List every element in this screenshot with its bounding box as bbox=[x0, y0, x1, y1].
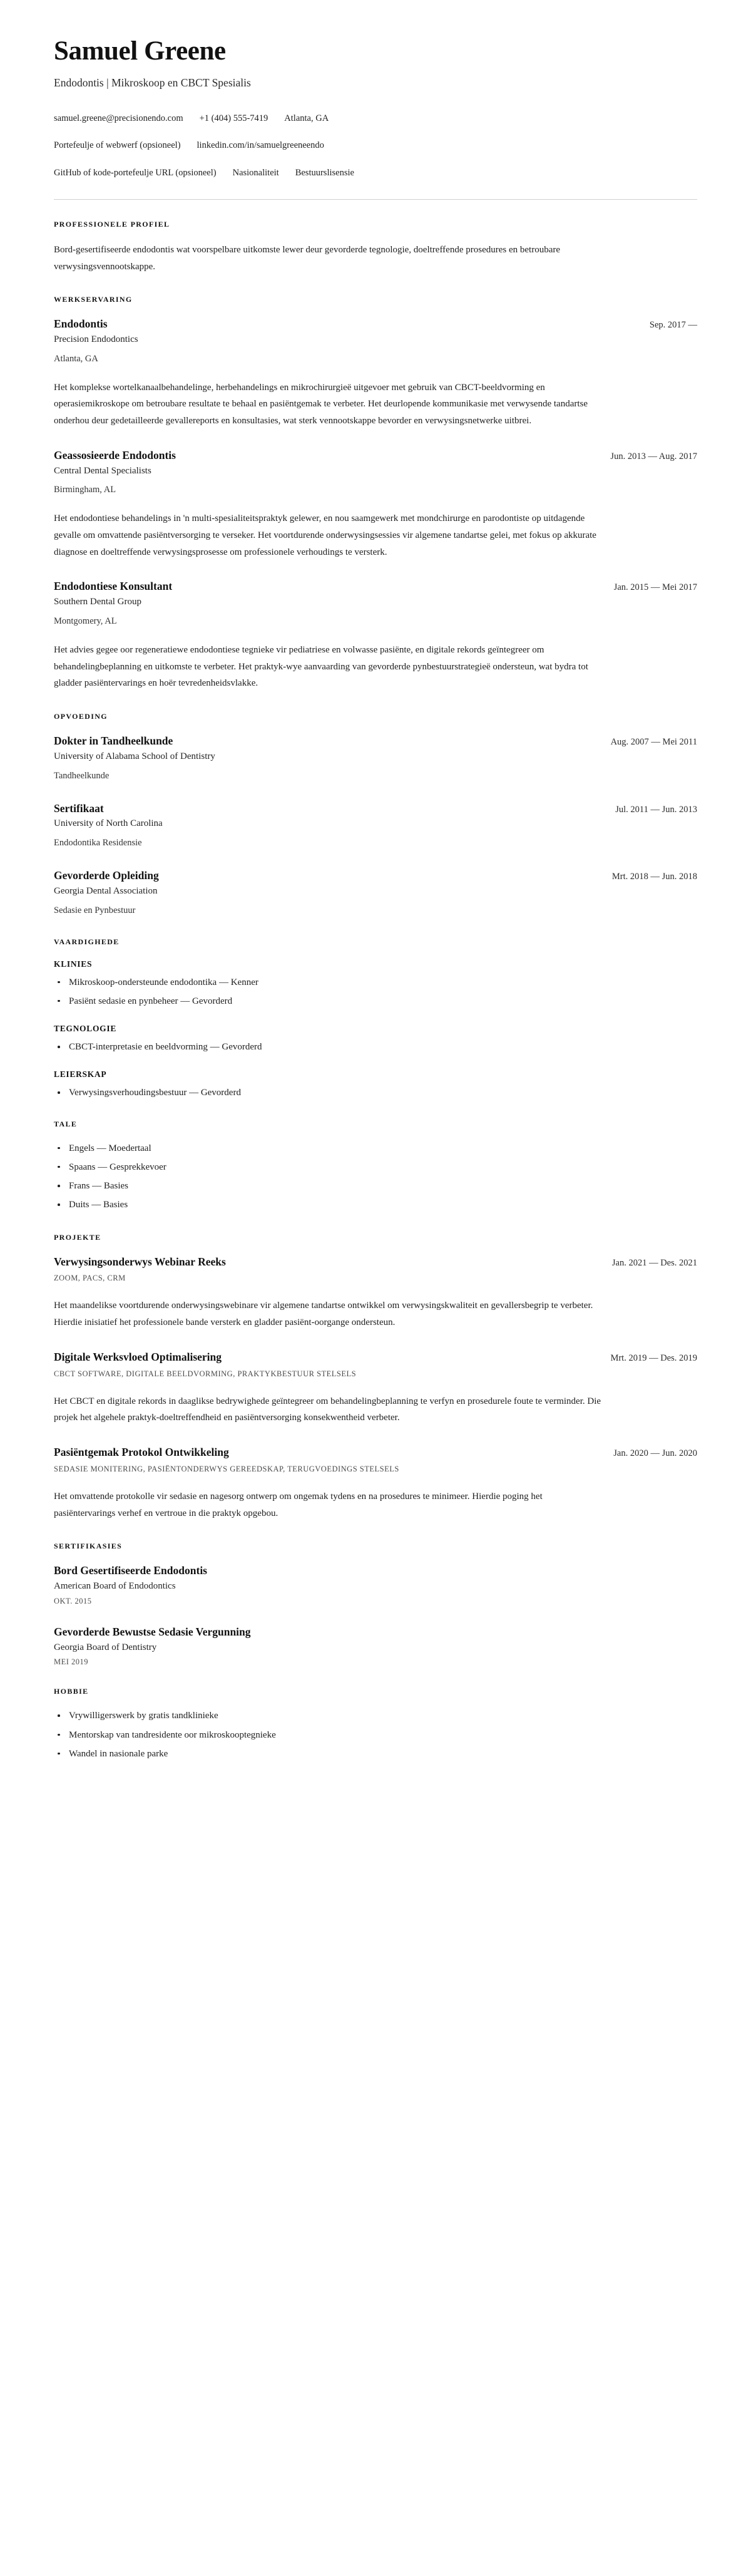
project-description: Het maandelikse voortdurende onderwysingswebinare vir algemene tandartse ontwikkel om verwysingskwaliteit en gevallersbegrip te verbeter. Hierdie inisiatief het professionele bande versterk en gladder pasiënt-oorgange ondersteun. bbox=[54, 1301, 593, 1328]
entry-header bbox=[54, 448, 697, 463]
profile-text: Bord-gesertifiseerde endodontis wat voorspelbare uitkomste lewer deur gevorderde tegnologie, doeltreffende prosedures en betroubare verwysingsvennootskappe. bbox=[54, 244, 561, 272]
skill-item: CBCT-interpretasie en beeldvorming — Gevorderd bbox=[54, 1040, 697, 1054]
entry-header bbox=[54, 734, 697, 748]
contact-item: Nasionaliteit bbox=[232, 168, 279, 178]
skill-bullet-list bbox=[54, 1040, 697, 1054]
job-date: Jan. 2015 — Mei 2017 bbox=[613, 582, 697, 593]
projects-list bbox=[54, 1255, 697, 1522]
entry-header bbox=[54, 801, 697, 816]
skill-group-title: KLINIES bbox=[54, 959, 93, 969]
degree-title: Gevorderde Opleiding bbox=[54, 869, 159, 882]
section-languages bbox=[54, 1120, 697, 1213]
experience-entry bbox=[54, 317, 697, 430]
contact-row bbox=[54, 139, 697, 153]
certification-issuer: American Board of Endodontics bbox=[54, 1581, 176, 1592]
project-tech: SEDASIE MONITERING, PASIËNTONDERWYS GEREEDSKAP, TERUGVOEDINGS STELSELS bbox=[54, 1464, 399, 1473]
skill-bullet-list bbox=[54, 1086, 697, 1100]
skill-group bbox=[54, 959, 697, 1009]
job-company: Central Dental Specialists bbox=[54, 465, 151, 476]
contact-block bbox=[54, 112, 697, 180]
entry-header bbox=[54, 317, 697, 331]
section-title-hobbies: HOBBIE bbox=[54, 1687, 89, 1696]
skill-group bbox=[54, 1024, 697, 1054]
skill-group-title: TEGNOLOGIE bbox=[54, 1024, 117, 1034]
school-name: University of Alabama School of Dentistry bbox=[54, 751, 215, 761]
field-of-study: Sedasie en Pynbestuur bbox=[54, 905, 136, 915]
job-date: Sep. 2017 — bbox=[649, 320, 697, 331]
job-title: Geassosieerde Endodontis bbox=[54, 448, 176, 461]
school-name: University of North Carolina bbox=[54, 818, 163, 829]
project-description: Het CBCT en digitale rekords in daaglikse bedrywighede geïntegreer om behandelingbeplanning te verfyn en prosedurele foute te verminder. Die projek het algehele praktyk-doeltreffendheid en pasiëntversorging konsekwentheid verbeter. bbox=[54, 1396, 601, 1423]
header-divider bbox=[54, 199, 697, 200]
project-title: Pasiëntgemak Protokol Ontwikkeling bbox=[54, 1446, 229, 1459]
certification-date: OKT. 2015 bbox=[54, 1596, 92, 1605]
education-entry bbox=[54, 734, 697, 783]
candidate-name: Samuel Greene bbox=[54, 36, 226, 66]
skill-bullet-list bbox=[54, 976, 697, 1009]
skill-item: Mikroskoop-ondersteunde endodontika — Kenner bbox=[54, 976, 697, 990]
contact-item: Portefeulje of webwerf (opsioneel) bbox=[54, 140, 181, 151]
contact-item: +1 (404) 555-7419 bbox=[199, 113, 268, 123]
job-location: Montgomery, AL bbox=[54, 616, 117, 626]
certifications-list bbox=[54, 1564, 697, 1667]
section-title-profile: PROFESSIONELE PROFIEL bbox=[54, 219, 170, 229]
language-item: Duits — Basies bbox=[54, 1198, 697, 1212]
section-title-education: OPVOEDING bbox=[54, 712, 108, 721]
field-of-study: Tandheelkunde bbox=[54, 770, 110, 781]
certification-date: MEI 2019 bbox=[54, 1657, 89, 1667]
project-date: Jan. 2021 — Des. 2021 bbox=[611, 1257, 697, 1268]
section-projects bbox=[54, 1233, 697, 1522]
job-description: Het advies gegee oor regeneratiewe endodontiese tegnieke vir pediatriese en volwasse pasiënte, en digitale rekords geïntegreer om behandelingbeplanning en uitkomste te verbeter. Het praktyk-wye aanvaarding van gevorderde pynbestuurstrategieë ondersteun, wat bydra tot gladder pasiëntervarings en hoër tevredenheidsvlakke. bbox=[54, 644, 588, 689]
degree-title: Sertifikaat bbox=[54, 801, 104, 815]
section-title-skills: VAARDIGHEDE bbox=[54, 937, 120, 946]
certification-name: Gevorderde Bewustse Sedasie Vergunning bbox=[54, 1625, 251, 1638]
entry-header bbox=[54, 1255, 697, 1269]
job-description: Het komplekse wortelkanaalbehandelinge, herbehandelings en mikrochirurgieë uitgevoer met gebruik van CBCT-beeldvorming en operasiemikroskope om betroubare resultate te behaal en pasiëntgemak te verbeter. Het deurlopende kommunikasie met verwysende tandartse onderhou deur gedetailleerde gevallereports en konsultasies, wat sterk vennootskappe bevorder en verwysingsnetwerke uitbrei. bbox=[54, 382, 588, 426]
degree-date: Mrt. 2018 — Jun. 2018 bbox=[611, 872, 697, 882]
entry-header bbox=[54, 1445, 697, 1460]
experience-entry bbox=[54, 448, 697, 561]
certification-entry bbox=[54, 1625, 697, 1667]
project-date: Jan. 2020 — Jun. 2020 bbox=[613, 1448, 697, 1459]
job-title: Endodontis bbox=[54, 317, 108, 331]
skill-group bbox=[54, 1069, 697, 1100]
section-title-languages: TALE bbox=[54, 1119, 78, 1128]
contact-item[interactable]: linkedin.com/in/samuelgreeneendo bbox=[197, 140, 324, 151]
job-title: Endodontiese Konsultant bbox=[54, 580, 173, 593]
hobby-item: Vrywilligerswerk by gratis tandklinieke bbox=[54, 1709, 697, 1723]
language-item: Spaans — Gesprekkevoer bbox=[54, 1160, 697, 1175]
candidate-headline: Endodontis | Mikroskoop en CBCT Spesialis bbox=[54, 76, 251, 90]
experience-list bbox=[54, 317, 697, 692]
certification-entry bbox=[54, 1564, 697, 1606]
contact-row bbox=[54, 167, 697, 180]
school-name: Georgia Dental Association bbox=[54, 885, 158, 896]
language-item: Frans — Basies bbox=[54, 1179, 697, 1193]
education-entry bbox=[54, 801, 697, 850]
hobbies-bullet-list bbox=[54, 1709, 697, 1761]
contact-item: Bestuurslisensie bbox=[295, 168, 354, 178]
section-title-projects: PROJEKTE bbox=[54, 1232, 101, 1242]
section-experience bbox=[54, 295, 697, 692]
contact-item: Atlanta, GA bbox=[284, 113, 329, 123]
project-entry bbox=[54, 1445, 697, 1522]
section-hobbies bbox=[54, 1687, 697, 1761]
project-date: Mrt. 2019 — Des. 2019 bbox=[610, 1352, 697, 1363]
degree-date: Jul. 2011 — Jun. 2013 bbox=[615, 804, 697, 815]
job-location: Birmingham, AL bbox=[54, 485, 116, 495]
project-entry bbox=[54, 1350, 697, 1426]
section-title-experience: WERKSERVARING bbox=[54, 295, 133, 304]
project-entry bbox=[54, 1255, 697, 1331]
entry-header bbox=[54, 579, 697, 594]
education-list bbox=[54, 734, 697, 917]
project-tech: ZOOM, PACS, CRM bbox=[54, 1274, 126, 1283]
certification-issuer: Georgia Board of Dentistry bbox=[54, 1642, 157, 1652]
field-of-study: Endodontika Residensie bbox=[54, 838, 142, 848]
hobby-item: Mentorskap van tandresidente oor mikroskooptegnieke bbox=[54, 1728, 697, 1743]
section-professional-profile bbox=[54, 220, 697, 275]
job-location: Atlanta, GA bbox=[54, 353, 98, 364]
contact-row bbox=[54, 112, 697, 126]
job-description: Het endodontiese behandelings in 'n multi-spesialiteitspraktyk gelewer, en nou saamgewerk met mondchirurge en parodontiste op uitdagende gevalle om omvattende pasiëntversorging te verseker. Het voortdurende onderwysingsessies vir algemene tandartse gelei, met fokus op akkurate diagnose en doeltreffende verwysingsprosesse om professionele verhoudings te versterk. bbox=[54, 513, 596, 557]
entry-header bbox=[54, 868, 697, 883]
degree-title: Dokter in Tandheelkunde bbox=[54, 734, 173, 748]
contact-item[interactable]: GitHub of kode-portefeulje URL (opsioneel) bbox=[54, 168, 217, 178]
project-description: Het omvattende protokolle vir sedasie en nagesorg ontwerp om ongemak tydens en na prosedures te minimeer. Hierdie poging het pasiëntervarings verhef en vertroue in die praktyk opgebou. bbox=[54, 1491, 543, 1518]
languages-bullet-list bbox=[54, 1141, 697, 1213]
section-certifications bbox=[54, 1542, 697, 1667]
entry-header bbox=[54, 1350, 697, 1364]
section-education bbox=[54, 712, 697, 917]
contact-item[interactable]: samuel.greene@precisionendo.com bbox=[54, 113, 183, 123]
education-entry bbox=[54, 868, 697, 917]
degree-date: Aug. 2007 — Mei 2011 bbox=[610, 737, 697, 748]
job-company: Precision Endodontics bbox=[54, 334, 138, 345]
job-company: Southern Dental Group bbox=[54, 597, 141, 607]
project-title: Verwysingsonderwys Webinar Reeks bbox=[54, 1255, 226, 1268]
skill-group-title: LEIERSKAP bbox=[54, 1069, 107, 1079]
section-skills bbox=[54, 937, 697, 1101]
certification-name: Bord Gesertifiseerde Endodontis bbox=[54, 1564, 207, 1577]
section-title-certifications: SERTIFIKASIES bbox=[54, 1542, 123, 1551]
experience-entry bbox=[54, 579, 697, 692]
job-date: Jun. 2013 — Aug. 2017 bbox=[610, 451, 697, 461]
resume-header bbox=[54, 36, 697, 180]
skills-list bbox=[54, 959, 697, 1101]
language-item: Engels — Moedertaal bbox=[54, 1141, 697, 1156]
skill-item: Pasiënt sedasie en pynbeheer — Gevorderd bbox=[54, 994, 697, 1009]
project-tech: CBCT SOFTWARE, DIGITALE BEELDVORMING, PRAKTYKBESTUUR STELSELS bbox=[54, 1369, 357, 1378]
skill-item: Verwysingsverhoudingsbestuur — Gevorderd bbox=[54, 1086, 697, 1100]
hobby-item: Wandel in nasionale parke bbox=[54, 1747, 697, 1761]
project-title: Digitale Werksvloed Optimalisering bbox=[54, 1350, 222, 1363]
